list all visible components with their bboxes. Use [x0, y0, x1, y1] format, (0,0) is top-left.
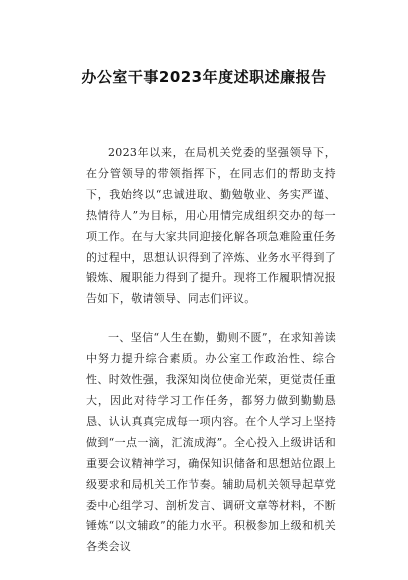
paragraph-intro: 2023年以来，在局机关党委的坚强领导下，在分管领导的带领指挥下，在同志们的帮助支持下，我始终以“忠诚进取、勤勉敬业、务实严谨、热情待人”为目标，用心用情完成组织交办的每一项工作。在与大家共同迎接化解各项急难险重任务的过程中，思想认识得到了淬炼、业务水平得到了锻炼、履职能力得到了提升。现将工作履职情况报告如下，敬请领导、同志们评议。 [86, 146, 336, 306]
paragraph-section-1: 一、坚信“人生在勤，勤则不匮”，在求知善读中努力提升综合素质。办公室工作政治性、综合性、时效性强，我深知岗位使命光荣，更觉责任重大，因此对待学习工作任务，都努力做到勤勤恳恳、认认真真完成每一项内容。在个人学习上坚持做到“一点一滴，汇流成海”。全心投入上级讲话和重要会议精神学习，确保知识储备和思想站位跟上级要求和局机关工作节奏。辅助局机关领导起草党委中心组学习、剖析发言、调研文章等材料，不断锤炼“以文辅政”的能力水平。积极参加上级和机关各类会议 [86, 331, 336, 554]
document-title: 办公室干事2023年度述职述廉报告 [81, 68, 327, 86]
document-body [86, 143, 336, 558]
